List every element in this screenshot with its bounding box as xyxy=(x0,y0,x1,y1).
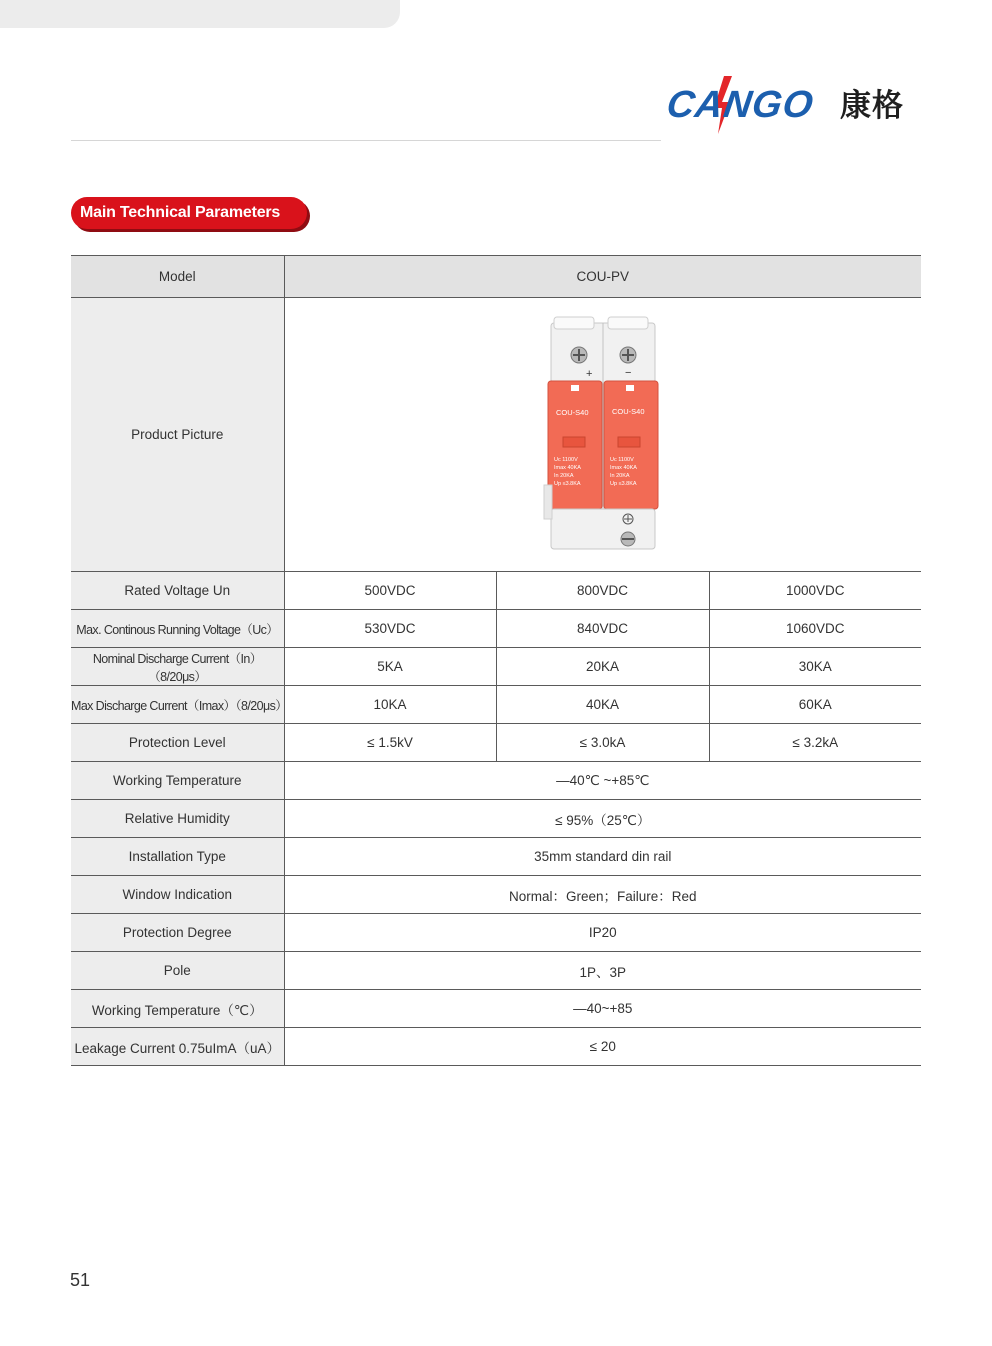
module-label-right: COU-S40 xyxy=(611,406,645,416)
row-value: ≤ 95%（25℃） xyxy=(284,800,921,838)
row-value: 35mm standard din rail xyxy=(284,838,921,876)
row-label: Working Temperature xyxy=(71,762,284,800)
top-tab-decoration xyxy=(0,0,400,28)
model-value: COU-PV xyxy=(284,256,921,298)
row-label: Leakage Current 0.75uImA（uA） xyxy=(71,1028,284,1066)
section-title-badge xyxy=(71,197,307,229)
row-label: Nominal Discharge Current（In）（8/20μs） xyxy=(71,648,284,686)
product-picture-cell xyxy=(284,298,921,572)
table-row xyxy=(71,1028,921,1066)
row-label: Installation Type xyxy=(71,838,284,876)
table-row xyxy=(71,610,921,648)
table-row xyxy=(71,800,921,838)
row-value: —40~+85 xyxy=(284,990,921,1028)
svg-text:In 20KA: In 20KA xyxy=(553,472,574,479)
product-picture-label: Product Picture xyxy=(71,298,284,572)
row-value: 1000VDC xyxy=(709,572,921,610)
module-label-left: COU-S40 xyxy=(555,407,589,417)
row-value: 30KA xyxy=(709,648,921,686)
svg-text:Uc 1100V: Uc 1100V xyxy=(609,456,634,463)
table-row xyxy=(71,952,921,990)
row-value: 1P、3P xyxy=(284,952,921,990)
row-value: 800VDC xyxy=(496,572,709,610)
row-value: ≤ 1.5kV xyxy=(284,724,496,762)
row-label: Max. Continous Running Voltage（Uc） xyxy=(71,610,284,648)
polarity-minus: − xyxy=(624,366,632,379)
table-row xyxy=(71,572,921,610)
svg-text:Up ≤3.8KA: Up ≤3.8KA xyxy=(609,480,637,487)
table-row xyxy=(71,838,921,876)
table-row xyxy=(71,990,921,1028)
svg-text:Imax 40KA: Imax 40KA xyxy=(553,464,581,471)
row-label: Protection Degree xyxy=(71,914,284,952)
row-value: Normal：Green；Failure：Red xyxy=(284,876,921,914)
row-label: Protection Level xyxy=(71,724,284,762)
svg-text:In 20KA: In 20KA xyxy=(609,472,630,479)
row-label: Rated Voltage Un xyxy=(71,572,284,610)
section-title: Main Technical Parameters xyxy=(80,204,281,221)
row-label: Window Indication xyxy=(71,876,284,914)
row-value: —40℃ ~+85℃ xyxy=(284,762,921,800)
row-value: 10KA xyxy=(284,686,496,724)
polarity-plus: + xyxy=(585,367,593,380)
table-row xyxy=(71,876,921,914)
row-value: 40KA xyxy=(496,686,709,724)
row-value: ≤ 3.2kA xyxy=(709,724,921,762)
svg-text:Uc 1100V: Uc 1100V xyxy=(553,456,578,463)
row-label: Max Discharge Current（Imax）（8/20μs） xyxy=(71,686,284,724)
row-value: ≤ 3.0kA xyxy=(496,724,709,762)
table-row xyxy=(71,648,921,686)
page-number: 51 xyxy=(70,1270,91,1290)
row-label: Working Temperature（℃） xyxy=(71,990,284,1028)
row-value: 1060VDC xyxy=(709,610,921,648)
row-value: 20KA xyxy=(496,648,709,686)
table-header-row xyxy=(71,256,921,298)
model-label: Model xyxy=(71,256,284,298)
svg-text:Up ≤3.8KA: Up ≤3.8KA xyxy=(553,480,581,487)
row-value: 840VDC xyxy=(496,610,709,648)
row-value: ≤ 20 xyxy=(284,1028,921,1066)
technical-parameters-table xyxy=(71,255,921,1066)
table-row xyxy=(71,914,921,952)
product-picture xyxy=(468,315,738,555)
logo-latin: CANGO xyxy=(664,84,817,126)
svg-text:Imax 40KA: Imax 40KA xyxy=(609,464,637,471)
table-row xyxy=(71,724,921,762)
row-label: Relative Humidity xyxy=(71,800,284,838)
row-value: 5KA xyxy=(284,648,496,686)
table-row xyxy=(71,762,921,800)
row-label: Pole xyxy=(71,952,284,990)
row-value: 60KA xyxy=(709,686,921,724)
cango-logo xyxy=(664,72,920,136)
logo-cjk: 康格 xyxy=(840,88,904,124)
row-value: 530VDC xyxy=(284,610,496,648)
header-divider xyxy=(71,140,661,141)
row-value: IP20 xyxy=(284,914,921,952)
product-picture-row xyxy=(71,298,921,572)
row-value: 500VDC xyxy=(284,572,496,610)
surge-protector-image xyxy=(468,315,738,555)
table-row xyxy=(71,686,921,724)
